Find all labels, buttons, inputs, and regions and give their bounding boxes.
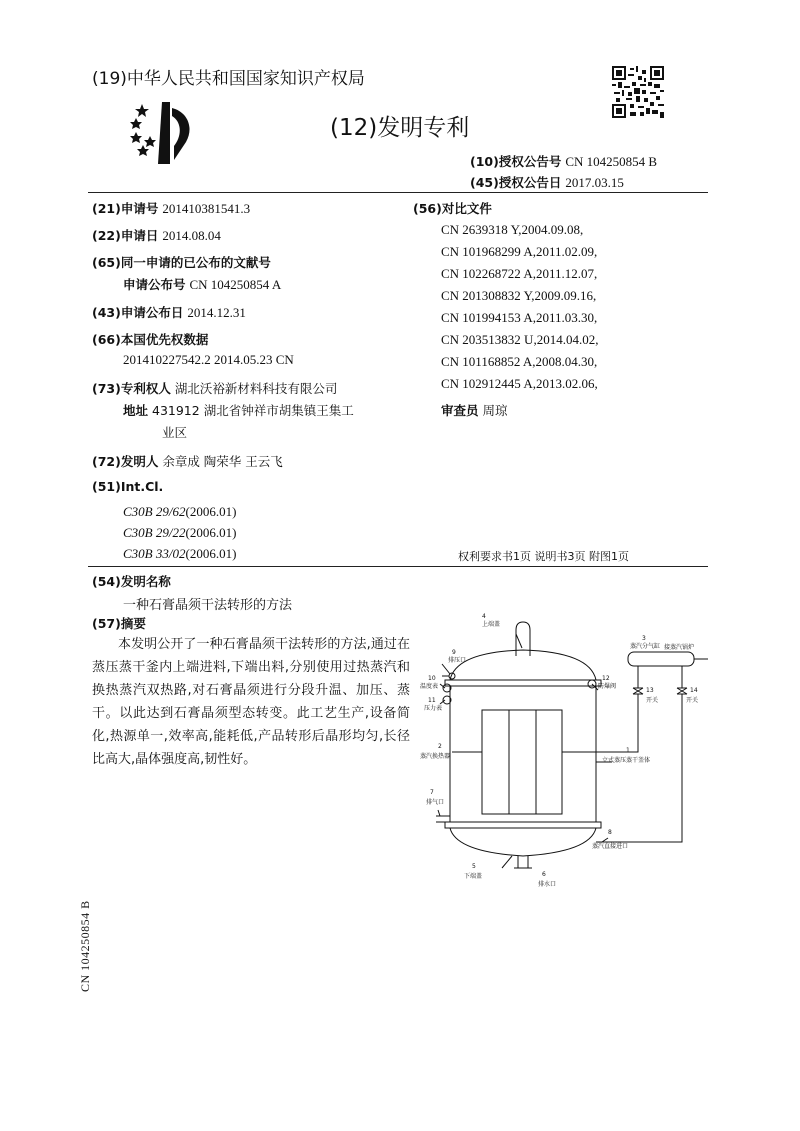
- cnipa-logo: [128, 98, 198, 174]
- priority-heading: [92, 330, 208, 348]
- app-date-label: (22)申请日: [92, 228, 159, 243]
- inventors: [92, 452, 283, 470]
- diagram-label: 立式蒸压蒸干釜体: [602, 757, 651, 764]
- grant-publication-number: [470, 152, 657, 170]
- diagram-label: 8: [608, 829, 612, 836]
- grant-publication-date: [470, 173, 624, 191]
- reference-item: CN 102268722 A,2011.12.07,: [441, 266, 598, 281]
- prior-pub-date-value: 2014.12.31: [187, 305, 246, 320]
- reference-item: CN 201308832 Y,2009.09.16,: [441, 288, 597, 303]
- reference-item: CN 203513832 U,2014.04.02,: [441, 332, 599, 347]
- apparatus-figure: [412, 612, 712, 901]
- diagram-label: 开关: [686, 697, 699, 704]
- reference-item: CN 102912445 A,2013.02.06,: [441, 376, 598, 391]
- abstract-text: 本发明公开了一种石膏晶须干法转形的方法,通过在蒸压蒸干釜内上端进料,下端出料,分别使用过热蒸汽和换热蒸汽双热路,对石膏晶须进行分段升温、加压、蒸干。以此达到石膏晶须型态转变。此工艺生产,设备简化,热源单一,效率高,能耗低,产品转形后晶形均匀,长径比高大,晶体强度高,韧性好。: [92, 637, 410, 767]
- address-line1: 431912 湖北省钟祥市胡集镇王集工: [152, 403, 354, 418]
- grant-pub-number-value: CN 104250854 B: [565, 154, 658, 169]
- title-heading: [92, 572, 171, 590]
- grant-pub-date-value: 2017.03.15: [565, 175, 624, 190]
- references-heading: [413, 199, 492, 217]
- diagram-label: 排压口: [448, 657, 467, 664]
- diagram-label: 排气口: [426, 799, 445, 806]
- application-date: [92, 226, 221, 244]
- address-line2: 业区: [162, 425, 188, 440]
- diagram-label: 9: [452, 649, 456, 656]
- priority-label: (66)本国优先权数据: [92, 332, 209, 347]
- prior-pub-label: (65)同一申请的已公布的文献号: [92, 255, 271, 270]
- document-type: (12)发明专利: [330, 115, 470, 141]
- qr-code: [612, 66, 664, 122]
- prior-publication-date: [92, 303, 246, 321]
- inventors-label: (72)发明人: [92, 454, 159, 469]
- reference-item: CN 101968299 A,2011.02.09,: [441, 244, 598, 259]
- reference-item: CN 101994153 A,2011.03.30,: [441, 310, 598, 325]
- app-no-label: (21)申请号: [92, 201, 159, 216]
- intcl-label: (51)Int.Cl.: [92, 479, 164, 494]
- priority-data: 201410227542.2 2014.05.23 CN: [123, 352, 294, 367]
- intcl-code: C30B 29/22: [123, 525, 186, 540]
- app-no-value: 201410381541.3: [162, 201, 251, 216]
- diagram-label: 3: [642, 635, 646, 642]
- patentee: [92, 379, 337, 397]
- reference-item: CN 2639318 Y,2004.09.08,: [441, 222, 584, 237]
- address-label: 地址: [123, 403, 149, 418]
- diagram-label: 压力表: [424, 705, 443, 712]
- invention-title: 一种石膏晶须干法转形的方法: [123, 598, 293, 613]
- diagram-label: 开关: [646, 697, 659, 704]
- intcl-entry: [123, 501, 236, 520]
- header-divider: [88, 192, 708, 193]
- grant-pub-number-label: (10)授权公告号: [470, 154, 562, 169]
- diagram-label: 温度表: [420, 683, 439, 690]
- diagram-label: 11: [428, 697, 436, 704]
- abstract-heading: [92, 614, 146, 632]
- diagram-label: 7: [430, 789, 434, 796]
- bib-divider: [88, 566, 708, 567]
- prior-pub-no-value: CN 104250854 A: [189, 277, 282, 292]
- diagram-label: 13: [646, 687, 654, 694]
- prior-pub-no-label: 申请公布号: [123, 277, 186, 292]
- inventors-value: 余章成 陶荣华 王云飞: [162, 454, 283, 469]
- side-publication-number: CN 104250854 B: [78, 900, 92, 992]
- diagram-label: 2: [438, 743, 442, 750]
- grant-pub-date-label: (45)授权公告日: [470, 175, 562, 190]
- abstract-label: (57)摘要: [92, 616, 146, 631]
- intcl-version: (2006.01): [185, 525, 237, 540]
- diagram-label: 防爆阀: [598, 683, 617, 690]
- reference-item: CN 101168852 A,2008.04.30,: [441, 354, 598, 369]
- intcl-version: (2006.01): [185, 546, 237, 561]
- address: [123, 401, 354, 419]
- diagram-label: 蒸汽直接进口: [592, 843, 629, 850]
- examiner-label: 审查员: [441, 403, 479, 418]
- examiner-value: 周琼: [482, 403, 508, 418]
- diagram-label: 蒸汽换热器: [420, 753, 451, 760]
- intcl-entry: [123, 522, 236, 541]
- diagram-label: 排水口: [538, 881, 557, 888]
- examiner: [441, 401, 508, 419]
- prior-pub-date-label: (43)申请公布日: [92, 305, 184, 320]
- references-label: (56)对比文件: [413, 201, 492, 216]
- intcl-code: C30B 29/62: [123, 504, 186, 519]
- intcl-code: C30B 33/02: [123, 546, 186, 561]
- diagram-label: 1: [626, 747, 630, 754]
- prior-publication-number: [123, 275, 281, 293]
- diagram-label: 12: [602, 675, 610, 682]
- patentee-value: 湖北沃裕新材料科技有限公司: [174, 381, 338, 396]
- app-date-value: 2014.08.04: [162, 228, 221, 243]
- diagram-label: 接蒸汽锅炉: [664, 644, 695, 651]
- diagram-label: 下端盖: [464, 873, 483, 880]
- patentee-label: (73)专利权人: [92, 381, 171, 396]
- diagram-label: 6: [542, 871, 546, 878]
- diagram-label: 10: [428, 675, 436, 682]
- prior-publication-heading: [92, 253, 271, 271]
- issuing-office: (19)中华人民共和国国家知识产权局: [92, 69, 365, 89]
- intcl-version: (2006.01): [185, 504, 237, 519]
- application-number: [92, 199, 250, 217]
- diagram-label: 14: [690, 687, 698, 694]
- page-count-info: 权利要求书1页 说明书3页 附图1页: [458, 550, 629, 563]
- diagram-label: 蒸汽分气缸: [630, 643, 661, 650]
- diagram-label: 上端盖: [482, 621, 501, 628]
- diagram-label: 5: [472, 863, 476, 870]
- intcl-heading: [92, 479, 163, 494]
- intcl-entry: [123, 543, 236, 562]
- title-label: (54)发明名称: [92, 574, 171, 589]
- diagram-label: 4: [482, 613, 486, 620]
